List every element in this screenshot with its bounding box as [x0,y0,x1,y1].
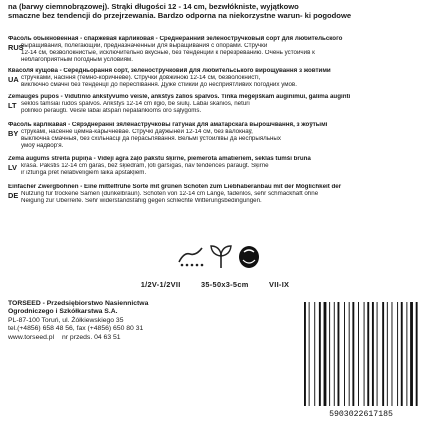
intro-line: smaczne bez tendencji do przejrzewania. Bardzo odporna na niekorzystne warun- [8,11,303,21]
section-line: струкамі, насенне цёмна-карычневае. Стручкі даўжынёй 12-14 см, без валокнаў, [21,128,253,135]
section-lead: Žemaūgės pupos - Vidutinio ankstyvumo veislė, ankštys žalios spalvos. Tinka mėgėjiškam auginimui, galima auginti [8,94,351,100]
section-line: ir izturīga pret nelabvēlīgiem laika apstākļiem. [21,169,147,176]
intro-description [8,2,422,21]
section-line: выключна смачныя, без схільнасці да перасьпявання. Вельмі ўстойлівы да неспрыяльных [21,135,281,142]
section-lead: Einfacher Zwergbohnen - Eine mittelfrühe Sorte mit grünen Schoten zum Liebhaberanbau mit der Möglichkeit der [8,184,342,190]
section-line: Nutzung für trockene Samen (dunkelbraun). Schoten von 12-14 cm Länge, fadenlos, sehr schmackhaft ohne [21,190,319,197]
ean-barcode [300,298,422,420]
company-website: www.torseed.pl [8,333,55,341]
barcode-digits: 5903022617185 [329,410,393,419]
section-line: неблагоприятным погодным условиям. [21,56,133,63]
plant-spacing: 35-50x3-5cm [200,280,249,289]
section-line: Neigung zur Überreife. Sehr widerstandsfähig gegen schlechte Witterungsbedingungen. [21,197,262,204]
cultivation-icons [0,242,430,270]
section-de [8,184,422,205]
section-line: виключно смачні без тенденції до переспівання. Дуже стійкий до несприятливих погодних умов. [21,81,297,88]
section-lead: Квасоля кущова - Середньорання сорт, зеленостручковий для любительського вирощування з жовтими [8,68,331,74]
section-lead: Фасоль карлікавая - Сярэднеранні зялёнастручковы гатунак для аматарскага вырошчвання, з жоўтымі [8,122,328,128]
section-by [8,122,422,150]
company-registration: nr przeds. 04 63 51 [61,333,121,341]
language-code: BY [8,128,19,138]
section-line: krāsā. Pākstis 12-14 cm garas, bez šķiedrām, ļoti garšīgas, nav tendences pāraugt. Šķirne [21,162,269,169]
harvest-period: VII-IX [269,280,290,289]
section-line: 12-14 см, безволокнистые, исключительно вкусные, без тенденции к перезреванию. Очень устойчив к [21,49,315,56]
sowing-period: 1/2V-1/2VII [140,280,181,289]
company-address: PL-87-100 Toruń, ul. Żółkiewskiego 35 [8,316,124,324]
intro-line: ki pogodowe [304,11,352,21]
language-code: UA [8,74,19,84]
section-line: выращивания, полегающий, предназначенный для выращивания с опорами. Стручки [21,42,268,49]
section-ua [8,68,422,89]
section-lt [8,94,422,115]
sowing-symbol-icon [176,242,206,270]
leaf-sprout-icon [208,242,234,270]
section-line: стручками, насіння (темно-коричневе). Стручки довжиною 12-14 см, безволокнисті, [21,74,261,81]
section-line: polinkio peraugti. Veislė labai atspari nepalankioms oro sąlygoms. [21,107,202,114]
section-rus [8,36,422,64]
company-name-2: Ogrodniczego i Szkółkarstwa S.A. [8,308,118,316]
company-phone: tel.(+4856) 658 48 56, fax (+4856) 650 80 31 [8,325,144,333]
section-line: умоў надвор'я. [21,142,64,149]
intro-line: na (barwy ciemnobrązowej). Strąki długości 12 - 14 cm, bezwłókniste, wyjątkowo [8,2,299,11]
section-lead: Фасоль обыкновенная - спаржевая карликовая - Среднеранний зеленостручковый сорт для любительского [8,36,343,42]
bean-seed-icon [236,242,262,270]
company-name: TORSEED - Przedsiębiorstwo Nasiennictwa [8,300,149,307]
language-code: RUS [8,42,24,52]
section-lead: Zema augums streita pupiņa - Vidēji agra zaļo pākstu šķirne, piemērota amatieriem, sēklas tumši brūnā [8,156,311,162]
section-line: sėklos tamsiai rudos spalvos. Ankštys 12-14 cm ilgio, be siūlų. Labai skanios, neturi [21,100,250,107]
section-lv [8,156,422,177]
language-code: LV [8,162,17,172]
cultivation-specs [0,280,430,289]
producer-info [8,300,238,342]
language-code: DE [8,190,19,200]
language-code: LT [8,100,17,110]
